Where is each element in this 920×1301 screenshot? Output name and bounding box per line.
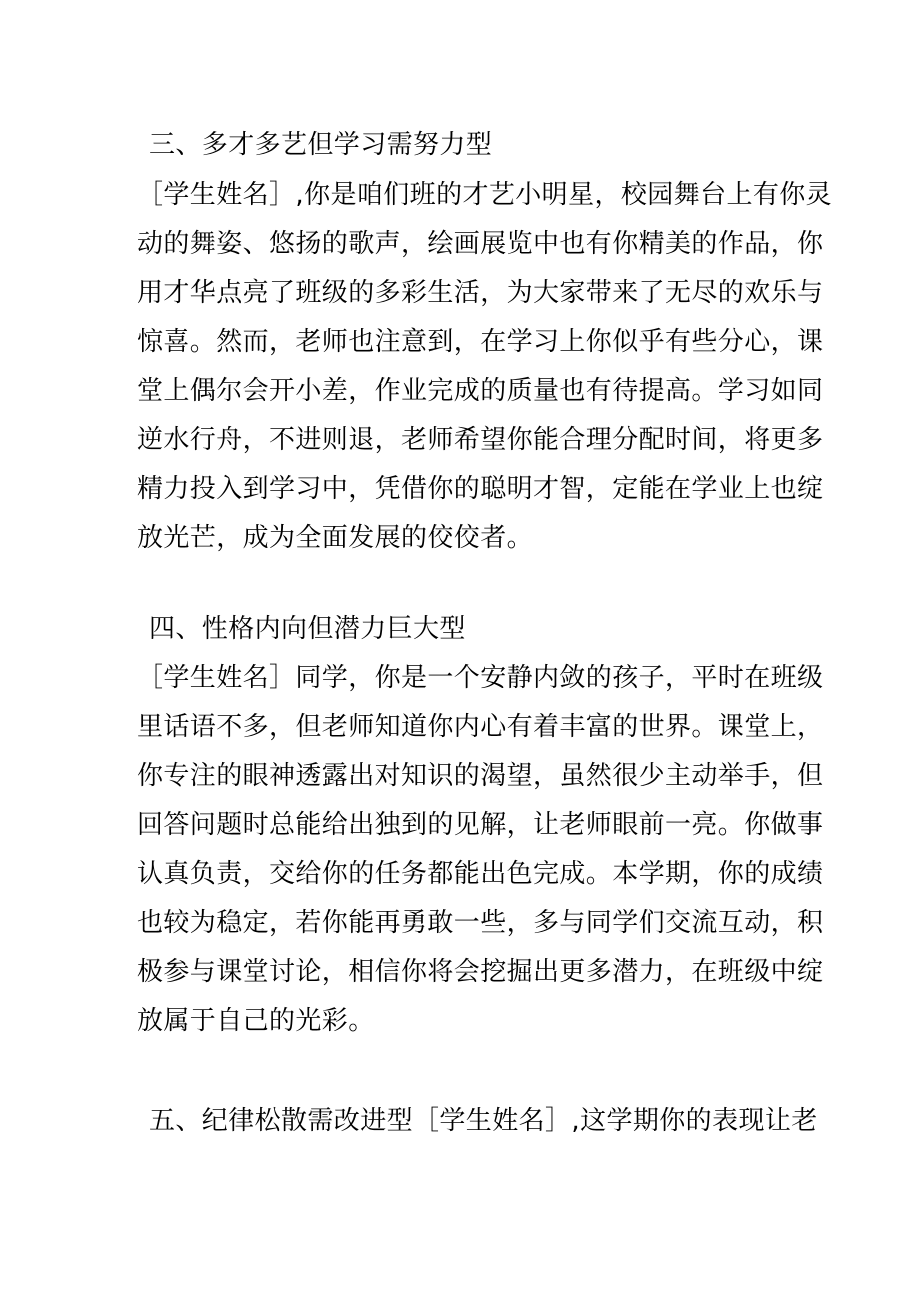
section-four-line: 也较为稳定，若你能再勇敢一些，多与同学们交流互动，积 bbox=[137, 908, 824, 938]
section-three-line: 用才华点亮了班级的多彩生活，为大家带来了无尽的欢乐与 bbox=[137, 278, 824, 308]
section-three-line: ［学生姓名］,你是咱们班的才艺小明星，校园舞台上有你灵 bbox=[137, 180, 833, 210]
section-four-line: 极参与课堂讨论，相信你将会挖掘出更多潜力，在班级中绽 bbox=[137, 957, 824, 987]
section-four-line: 放属于自己的光彩。 bbox=[137, 1006, 375, 1036]
section-three-line: 惊喜。然而，老师也注意到，在学习上你似乎有些分心，课 bbox=[137, 327, 824, 357]
section-four-line: ［学生姓名］同学，你是一个安静内敛的孩子，平时在班级 bbox=[137, 663, 824, 693]
section-four-line: 你专注的眼神透露出对知识的渴望，虽然很少主动举手，但 bbox=[137, 761, 824, 791]
section-three-line: 动的舞姿、悠扬的歌声，绘画展览中也有你精美的作品，你 bbox=[137, 229, 824, 259]
section-three-line: 精力投入到学习中，凭借你的聪明才智，定能在学业上也绽 bbox=[137, 474, 824, 504]
section-four-heading: 四、性格内向但潜力巨大型 bbox=[149, 614, 466, 644]
section-five-line: 五、纪律松散需改进型［学生姓名］,这学期你的表现让老 bbox=[149, 1106, 818, 1136]
section-four-line: 认真负责，交给你的任务都能出色完成。本学期，你的成绩 bbox=[137, 859, 824, 889]
section-three-heading: 三、多才多艺但学习需努力型 bbox=[149, 130, 493, 160]
section-three-line: 堂上偶尔会开小差，作业完成的质量也有待提高。学习如同 bbox=[137, 376, 824, 406]
section-four-line: 里话语不多，但老师知道你内心有着丰富的世界。课堂上， bbox=[137, 712, 824, 742]
section-four-line: 回答问题时总能给出独到的见解，让老师眼前一亮。你做事 bbox=[137, 810, 824, 840]
section-three-line: 放光芒，成为全面发展的佼佼者。 bbox=[137, 523, 534, 553]
section-three-line: 逆水行舟，不进则退，老师希望你能合理分配时间，将更多 bbox=[137, 425, 824, 455]
